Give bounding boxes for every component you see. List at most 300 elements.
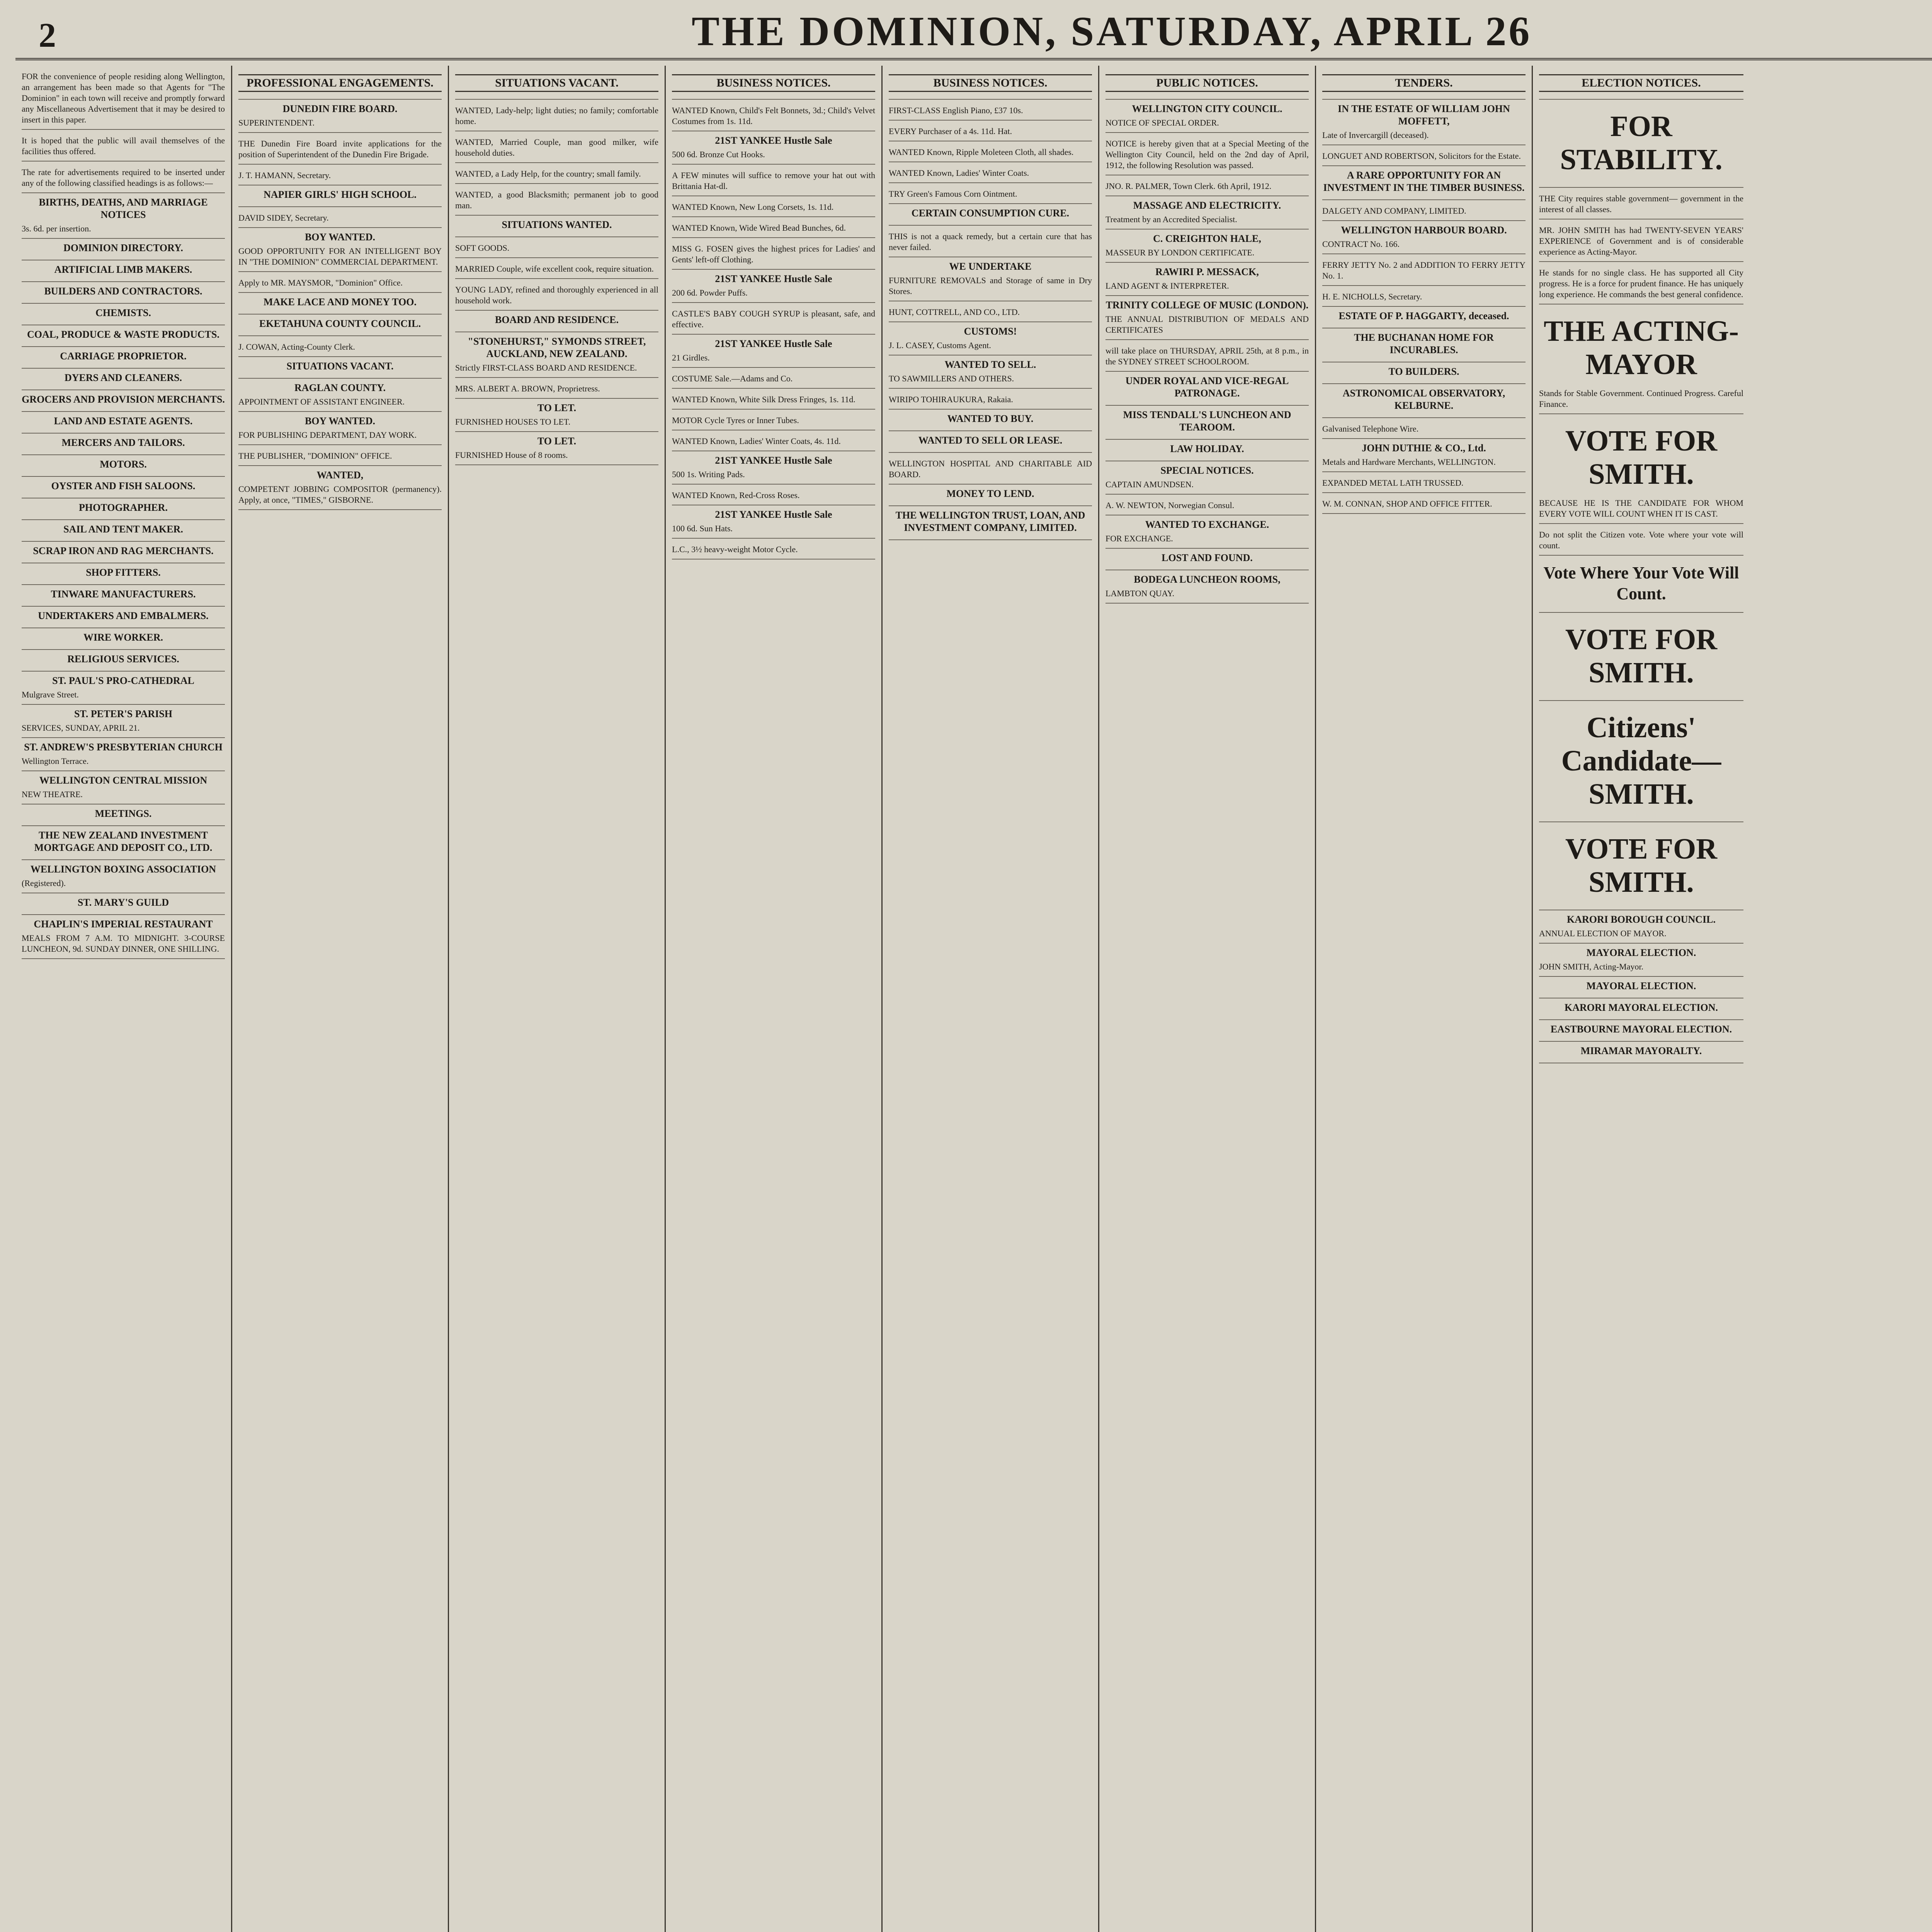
ad-text: Wellington Terrace. — [22, 756, 89, 766]
ad-heading: LOST AND FOUND. — [1162, 552, 1253, 563]
ad-heading: MERCERS AND TAILORS. — [61, 437, 185, 448]
advertisement — [22, 860, 225, 893]
advertisement — [1539, 822, 1743, 910]
advertisement — [22, 347, 225, 369]
advertisement — [1539, 613, 1743, 701]
ad-heading: NAPIER GIRLS' HIGH SCHOOL. — [264, 189, 417, 200]
ad-heading: 21ST YANKEE Hustle Sale — [715, 135, 832, 146]
ad-text: WANTED Known, New Long Corsets, 1s. 11d. — [672, 202, 834, 212]
advertisement — [672, 410, 875, 430]
advertisement — [22, 455, 225, 477]
advertisement — [22, 520, 225, 542]
advertisement — [672, 270, 875, 303]
advertisement — [1105, 406, 1309, 440]
ad-text: WANTED, Lady-help; light duties; no family; comfortable home. — [455, 105, 658, 126]
column-1 — [15, 66, 232, 1932]
ad-text: Mulgrave Street. — [22, 690, 79, 699]
advertisement — [1322, 200, 1526, 221]
ad-text: Stands for Stable Government. Continued Progress. Careful Finance. — [1539, 388, 1743, 409]
advertisement — [238, 165, 442, 185]
ad-text: WANTED, a good Blacksmith; permanent job to good man. — [455, 190, 658, 210]
ad-text: APPOINTMENT OF ASSISTANT ENGINEER. — [238, 397, 405, 406]
ad-text: He stands for no single class. He has supported all City progress. He is a force for prudent finance. He has uniquely long experience. He commands the best general confidence. — [1539, 268, 1743, 299]
ad-heading: WANTED TO BUY. — [947, 413, 1034, 424]
ad-text: MARRIED Couple, wife excellent cook, require situation. — [455, 264, 654, 274]
ad-heading: UNDERTAKERS AND EMBALMERS. — [38, 610, 209, 621]
advertisement — [1539, 998, 1743, 1020]
page-title: THE DOMINION, SATURDAY, APRIL 26 — [692, 9, 1532, 54]
ad-heading: RAGLAN COUNTY. — [294, 382, 386, 393]
advertisement — [238, 185, 442, 207]
advertisement — [1539, 977, 1743, 998]
ad-text: 200 6d. Powder Puffs. — [672, 288, 748, 298]
ad-heading: ST. PETER'S PARISH — [74, 708, 173, 719]
advertisement — [455, 311, 658, 332]
ad-text: FURNISHED House of 8 rooms. — [455, 450, 568, 460]
column-8 — [1533, 66, 1750, 1932]
advertisement — [22, 705, 225, 738]
ad-heading: GROCERS AND PROVISION MERCHANTS. — [22, 394, 225, 405]
advertisement — [1322, 66, 1526, 100]
ad-text: LONGUET AND ROBERTSON, Solicitors for the Estate. — [1322, 151, 1521, 161]
advertisement — [672, 335, 875, 368]
advertisement — [238, 100, 442, 133]
ad-heading: KARORI BOROUGH COUNCIL. — [1567, 914, 1716, 925]
ad-heading: SAIL AND TENT MAKER. — [63, 524, 183, 535]
advertisement — [1539, 910, 1743, 944]
advertisement — [238, 357, 442, 379]
ad-text: FURNITURE REMOVALS and Storage of same in Dry Stores. — [889, 276, 1092, 296]
advertisement — [672, 196, 875, 217]
advertisement — [1539, 1020, 1743, 1042]
advertisement — [889, 485, 1092, 506]
ad-heading: DOMINION DIRECTORY. — [63, 242, 183, 253]
advertisement — [672, 451, 875, 485]
ad-heading: TENDERS. — [1322, 74, 1526, 92]
ad-heading: THE WELLINGTON TRUST, LOAN, AND INVESTMENT COMPANY, LIMITED. — [895, 510, 1085, 533]
advertisement — [889, 226, 1092, 257]
ad-heading: SITUATIONS VACANT. — [455, 74, 658, 92]
ad-text: TRY Green's Famous Corn Ointment. — [889, 189, 1017, 199]
ad-text: L.C., 3½ heavy-weight Motor Cycle. — [672, 544, 798, 554]
advertisement — [1322, 221, 1526, 254]
advertisement — [672, 389, 875, 410]
ad-heading: WANTED TO SELL OR LEASE. — [918, 435, 1063, 446]
advertisement — [455, 332, 658, 378]
advertisement — [22, 162, 225, 193]
ad-text: 500 1s. Writing Pads. — [672, 469, 745, 479]
ad-heading: BUSINESS NOTICES. — [672, 74, 875, 92]
advertisement — [1105, 133, 1309, 175]
advertisement — [22, 498, 225, 520]
advertisement — [238, 228, 442, 272]
ad-heading: DYERS AND CLEANERS. — [64, 372, 182, 383]
ad-heading: MEETINGS. — [95, 808, 152, 819]
ad-text: Metals and Hardware Merchants, WELLINGTON. — [1322, 457, 1496, 467]
ad-text: FIRST-CLASS English Piano, £37 10s. — [889, 105, 1023, 115]
ad-heading: WANTED TO SELL. — [944, 359, 1036, 370]
advertisement — [22, 585, 225, 607]
advertisement — [889, 257, 1092, 301]
ad-text: Late of Invercargill (deceased). — [1322, 130, 1429, 140]
advertisement — [889, 322, 1092, 355]
ad-text: The rate for advertisements required to be inserted under any of the following classified headings is as follows:— — [22, 167, 225, 188]
advertisement — [672, 539, 875, 560]
ad-heading: A RARE OPPORTUNITY FOR AN INVESTMENT IN THE TIMBER BUSINESS. — [1323, 170, 1525, 193]
advertisement — [1539, 701, 1743, 822]
ad-text: WANTED, a Lady Help, for the country; small family. — [455, 169, 641, 179]
ad-heading: MISS TENDALL'S LUNCHEON AND TEAROOM. — [1123, 409, 1291, 433]
advertisement — [1322, 439, 1526, 472]
ad-text: SUPERINTENDENT. — [238, 118, 315, 128]
ad-text: WANTED Known, Ladies' Winter Coats. — [889, 168, 1029, 178]
advertisement — [889, 506, 1092, 540]
ad-heading: PHOTOGRAPHER. — [79, 502, 168, 513]
ad-heading: CUSTOMS! — [964, 326, 1017, 337]
ad-heading: WE UNDERTAKE — [949, 261, 1032, 272]
advertisement — [455, 399, 658, 432]
ad-heading: TINWARE MANUFACTURERS. — [51, 588, 196, 600]
ad-text: FURNISHED HOUSES TO LET. — [455, 417, 571, 427]
ad-heading: TO LET. — [537, 435, 577, 447]
advertisement — [889, 389, 1092, 410]
advertisement — [455, 237, 658, 258]
ad-text: LAND AGENT & INTERPRETER. — [1105, 281, 1229, 291]
ad-heading: RAWIRI P. MESSACK, — [1155, 266, 1259, 277]
advertisement — [22, 412, 225, 434]
ad-heading: UNDER ROYAL AND VICE-REGAL PATRONAGE. — [1125, 375, 1289, 399]
advertisement — [22, 563, 225, 585]
advertisement — [455, 66, 658, 100]
advertisement — [1322, 418, 1526, 439]
ad-heading: 21ST YANKEE Hustle Sale — [715, 273, 832, 284]
ad-text: NEW THEATRE. — [22, 789, 83, 799]
masthead — [15, 0, 1932, 60]
ad-heading: WANTED TO EXCHANGE. — [1145, 519, 1269, 530]
advertisement — [22, 826, 225, 860]
ad-text: Treatment by an Accredited Specialist. — [1105, 214, 1237, 224]
ad-heading: TO LET. — [537, 402, 577, 413]
ad-heading: WELLINGTON CITY COUNCIL. — [1132, 103, 1282, 114]
column-6 — [1099, 66, 1316, 1932]
ad-heading: VOTE FOR SMITH. — [1565, 623, 1718, 689]
advertisement — [22, 477, 225, 498]
ad-heading: COAL, PRODUCE & WASTE PRODUCTS. — [27, 329, 219, 340]
advertisement — [22, 628, 225, 650]
ad-text: THE ANNUAL DISTRIBUTION OF MEDALS AND CERTIFICATES — [1105, 314, 1309, 335]
ad-text: WIRIPO TOHIRAUKURA, Rakaia. — [889, 395, 1013, 404]
advertisement — [1105, 461, 1309, 495]
ad-text: 21 Girdles. — [672, 353, 710, 362]
ad-text: WELLINGTON HOSPITAL AND CHARITABLE AID BOARD. — [889, 459, 1092, 479]
ad-text: TO SAWMILLERS AND OTHERS. — [889, 374, 1014, 383]
ad-text: Galvanised Telephone Wire. — [1322, 424, 1419, 434]
ad-heading: TRINITY COLLEGE OF MUSIC (LONDON). — [1105, 299, 1309, 311]
ad-text: (Registered). — [22, 878, 66, 888]
advertisement — [672, 238, 875, 270]
ad-heading: BODEGA LUNCHEON ROOMS, — [1134, 574, 1281, 585]
ad-heading: BOY WANTED. — [304, 231, 376, 243]
ad-text: JNO. R. PALMER, Town Clerk. 6th April, 1912. — [1105, 181, 1272, 191]
ad-text: J. COWAN, Acting-County Clerk. — [238, 342, 355, 352]
ad-text: DALGETY AND COMPANY, LIMITED. — [1322, 206, 1466, 216]
ad-heading: MOTORS. — [100, 459, 147, 470]
ad-text: FOR PUBLISHING DEPARTMENT, DAY WORK. — [238, 430, 417, 440]
advertisement — [22, 66, 225, 130]
advertisement — [1322, 100, 1526, 145]
advertisement — [22, 738, 225, 771]
advertisement — [455, 163, 658, 184]
ad-heading: IN THE ESTATE OF WILLIAM JOHN MOFFETT, — [1338, 103, 1510, 127]
ad-heading: BIRTHS, DEATHS, AND MARRIAGE NOTICES — [39, 197, 208, 220]
advertisement — [889, 204, 1092, 226]
advertisement — [22, 325, 225, 347]
advertisement — [1322, 145, 1526, 166]
advertisement — [238, 445, 442, 466]
advertisement — [22, 672, 225, 705]
advertisement — [1539, 944, 1743, 977]
ad-text: H. E. NICHOLLS, Secretary. — [1322, 292, 1422, 301]
ad-heading: WANTED, — [316, 469, 364, 481]
ad-heading: MASSAGE AND ELECTRICITY. — [1133, 200, 1281, 211]
advertisement — [455, 279, 658, 311]
ad-heading: 21ST YANKEE Hustle Sale — [715, 338, 832, 349]
ad-text: THE City requires stable government— government in the interest of all classes. — [1539, 194, 1743, 214]
ad-text: YOUNG LADY, refined and thoroughly experienced in all household work. — [455, 285, 658, 305]
advertisement — [1322, 384, 1526, 418]
ad-heading: MONEY TO LEND. — [946, 488, 1034, 499]
advertisement — [1539, 188, 1743, 219]
ad-text: NOTICE is hereby given that at a Special Meeting of the Wellington City Council, held on the 2nd day of April, 1912, the following Resolution was passed. — [1105, 139, 1309, 170]
advertisement — [22, 130, 225, 162]
ad-heading: ESTATE OF P. HAGGARTY, deceased. — [1338, 310, 1509, 321]
ad-text: MASSEUR BY LONDON CERTIFICATE. — [1105, 248, 1255, 257]
ad-heading: SCRAP IRON AND RAG MERCHANTS. — [33, 545, 214, 556]
advertisement — [1105, 515, 1309, 549]
ad-heading: THE NEW ZEALAND INVESTMENT MORTGAGE AND DEPOSIT CO., LTD. — [34, 830, 213, 853]
advertisement — [22, 390, 225, 412]
advertisement — [455, 131, 658, 163]
advertisement — [1105, 340, 1309, 372]
ad-heading: PUBLIC NOTICES. — [1105, 74, 1309, 92]
ad-heading: CHAPLIN'S IMPERIAL RESTAURANT — [34, 918, 213, 930]
ad-text: SERVICES, SUNDAY, APRIL 21. — [22, 723, 140, 733]
advertisement — [238, 315, 442, 336]
ad-text: WANTED Known, Ladies' Winter Coats, 4s. 11d. — [672, 436, 841, 446]
advertisement — [672, 430, 875, 451]
ad-heading: Vote Where Your Vote Will Count. — [1543, 563, 1739, 603]
ad-heading: Citizens' Candidate— SMITH. — [1561, 711, 1721, 810]
ad-heading: BOY WANTED. — [304, 415, 376, 427]
advertisement — [22, 434, 225, 455]
advertisement — [1539, 66, 1743, 100]
ad-heading: OYSTER AND FISH SALOONS. — [51, 480, 196, 492]
advertisement — [889, 410, 1092, 431]
ad-text: COSTUME Sale.—Adams and Co. — [672, 374, 793, 383]
ad-heading: MAYORAL ELECTION. — [1586, 947, 1696, 958]
advertisement — [1105, 296, 1309, 340]
advertisement — [22, 607, 225, 628]
ad-text: SOFT GOODS. — [455, 243, 510, 253]
advertisement — [238, 207, 442, 228]
ad-text: MRS. ALBERT A. BROWN, Proprietress. — [455, 384, 600, 393]
ad-text: W. M. CONNAN, SHOP AND OFFICE FITTER. — [1322, 499, 1492, 509]
advertisement — [889, 121, 1092, 141]
ad-heading: BOARD AND RESIDENCE. — [495, 314, 619, 325]
ad-heading: THE BUCHANAN HOME FOR INCURABLES. — [1354, 332, 1494, 355]
advertisement — [1539, 524, 1743, 556]
ad-text: CAPTAIN AMUNDSEN. — [1105, 480, 1194, 489]
advertisement — [889, 453, 1092, 485]
ad-text: DAVID SIDEY, Secretary. — [238, 213, 329, 223]
advertisement — [1322, 254, 1526, 286]
ad-heading: C. CREIGHTON HALE, — [1153, 233, 1261, 244]
advertisement — [22, 650, 225, 672]
advertisement — [1322, 286, 1526, 307]
advertisement — [1539, 1042, 1743, 1063]
advertisement — [238, 412, 442, 445]
ad-text: CONTRACT No. 166. — [1322, 239, 1400, 249]
ad-text: ANNUAL ELECTION OF MAYOR. — [1539, 929, 1667, 938]
ad-text: It is hoped that the public will avail themselves of the facilities thus offered. — [22, 136, 225, 156]
advertisement — [22, 915, 225, 959]
ad-heading: VOTE FOR SMITH. — [1565, 425, 1718, 490]
column-5 — [883, 66, 1099, 1932]
advertisement — [1105, 495, 1309, 515]
advertisement — [1105, 66, 1309, 100]
advertisement — [455, 432, 658, 465]
page-number: 2 — [39, 16, 56, 54]
advertisement — [22, 193, 225, 239]
ad-heading: WELLINGTON BOXING ASSOCIATION — [30, 864, 216, 875]
ad-heading: 21ST YANKEE Hustle Sale — [715, 509, 832, 520]
advertisement — [1322, 328, 1526, 362]
advertisement — [1322, 472, 1526, 493]
advertisement — [1539, 100, 1743, 188]
advertisement — [238, 466, 442, 510]
ad-heading: THE ACTING-MAYOR — [1544, 315, 1739, 381]
advertisement — [22, 542, 225, 563]
advertisement — [1539, 556, 1743, 613]
advertisement — [889, 183, 1092, 204]
ad-text: A. W. NEWTON, Norwegian Consul. — [1105, 500, 1235, 510]
advertisement — [672, 485, 875, 505]
advertisement — [22, 369, 225, 390]
advertisement — [889, 100, 1092, 121]
advertisement — [889, 162, 1092, 183]
ad-text: JOHN SMITH, Acting-Mayor. — [1539, 962, 1644, 971]
advertisement — [238, 133, 442, 165]
ad-heading: ST. ANDREW'S PRESBYTERIAN CHURCH — [24, 742, 223, 753]
ad-heading: EASTBOURNE MAYORAL ELECTION. — [1550, 1024, 1732, 1035]
ad-text: Do not split the Citizen vote. Vote where your vote will count. — [1539, 530, 1743, 550]
advertisement — [22, 282, 225, 304]
advertisement — [1105, 549, 1309, 570]
ad-heading: JOHN DUTHIE & CO., Ltd. — [1362, 442, 1486, 454]
ad-text: WANTED, Married Couple, man good milker, wife household duties. — [455, 137, 658, 158]
ad-heading: ASTRONOMICAL OBSERVATORY, KELBURNE. — [1342, 388, 1505, 411]
ad-text: J. T. HAMANN, Secretary. — [238, 170, 331, 180]
advertisement — [455, 184, 658, 216]
ad-heading: LAW HOLIDAY. — [1170, 443, 1244, 454]
ad-heading: SITUATIONS WANTED. — [502, 219, 612, 230]
ad-text: COMPETENT JOBBING COMPOSITOR (permanency). Apply, at once, "TIMES," GISBORNE. — [238, 484, 442, 505]
ad-text: 100 6d. Sun Hats. — [672, 524, 733, 533]
ad-text: EVERY Purchaser of a 4s. 11d. Hat. — [889, 126, 1012, 136]
advertisement — [1105, 372, 1309, 406]
ad-text: 3s. 6d. per insertion. — [22, 224, 91, 233]
ad-heading: VOTE FOR SMITH. — [1565, 833, 1718, 898]
ad-text: MR. JOHN SMITH has had TWENTY-SEVEN YEARS' EXPERIENCE of Government and is of considerable experience as Acting-Mayor. — [1539, 225, 1743, 257]
ad-text: WANTED Known, Wide Wired Bead Bunches, 6d. — [672, 223, 846, 233]
advertisement — [672, 131, 875, 165]
advertisement — [22, 804, 225, 826]
ad-text: LAMBTON QUAY. — [1105, 588, 1175, 598]
advertisement — [22, 771, 225, 804]
advertisement — [1105, 440, 1309, 461]
ad-heading: BUILDERS AND CONTRACTORS. — [44, 286, 202, 297]
ad-heading: WELLINGTON CENTRAL MISSION — [39, 775, 207, 786]
advertisement — [889, 355, 1092, 389]
advertisement — [1539, 219, 1743, 262]
advertisement — [22, 239, 225, 260]
advertisement — [889, 66, 1092, 100]
ad-heading: MIRAMAR MAYORALTY. — [1580, 1045, 1702, 1056]
ad-heading: MAKE LACE AND MONEY TOO. — [263, 296, 417, 308]
ad-text: MISS G. FOSEN gives the highest prices for Ladies' and Gents' left-off Clothing. — [672, 244, 875, 264]
ad-heading: ARTIFICIAL LIMB MAKERS. — [54, 264, 192, 275]
ad-text: HUNT, COTTRELL, AND CO., LTD. — [889, 307, 1020, 317]
ad-heading: RELIGIOUS SERVICES. — [67, 653, 179, 665]
ad-heading: FOR STABILITY. — [1560, 110, 1723, 176]
ad-heading: ST. MARY'S GUILD — [77, 897, 169, 908]
ad-text: 500 6d. Bronze Cut Hooks. — [672, 150, 765, 159]
advertisement — [1105, 100, 1309, 133]
ad-heading: ELECTION NOTICES. — [1539, 74, 1743, 92]
ad-heading: ST. PAUL'S PRO-CATHEDRAL — [52, 675, 194, 686]
ad-heading: EKETAHUNA COUNTY COUNCIL. — [259, 318, 421, 329]
ad-heading: KARORI MAYORAL ELECTION. — [1564, 1002, 1718, 1013]
advertisement — [672, 100, 875, 131]
ad-text: MOTOR Cycle Tyres or Inner Tubes. — [672, 415, 799, 425]
advertisement — [238, 336, 442, 357]
advertisement — [1322, 493, 1526, 514]
ad-heading: CARRIAGE PROPRIETOR. — [60, 350, 187, 362]
advertisement — [22, 893, 225, 915]
ad-text: FERRY JETTY No. 2 and ADDITION TO FERRY JETTY No. 1. — [1322, 260, 1526, 281]
advertisement — [672, 505, 875, 539]
ad-heading: DUNEDIN FIRE BOARD. — [282, 103, 398, 114]
ad-heading: "STONEHURST," SYMONDS STREET, AUCKLAND, NEW ZEALAND. — [468, 336, 646, 359]
advertisement — [1105, 196, 1309, 230]
advertisement — [455, 258, 658, 279]
column-4 — [666, 66, 883, 1932]
advertisement — [672, 217, 875, 238]
ad-text: Strictly FIRST-CLASS BOARD AND RESIDENCE. — [455, 363, 637, 372]
advertisement — [1105, 263, 1309, 296]
ad-text: NOTICE OF SPECIAL ORDER. — [1105, 118, 1219, 128]
advertisement — [672, 303, 875, 335]
ad-text: MEALS FROM 7 A.M. TO MIDNIGHT. 3-COURSE LUNCHEON, 9d. SUNDAY DINNER, ONE SHILLING. — [22, 933, 225, 954]
ad-text: FOR the convenience of people residing along Wellington, an arrangement has been made so that Agents for "The Dominion" in each town will receive and promptly forward any Miscellaneous Advertisement that it may be desired to insert in this paper. — [22, 71, 225, 124]
ad-heading: MAYORAL ELECTION. — [1586, 980, 1696, 992]
ad-heading: TO BUILDERS. — [1388, 366, 1459, 377]
ad-heading: SHOP FITTERS. — [86, 567, 161, 578]
ad-text: THE Dunedin Fire Board invite applications for the position of Superintendent of the Dunedin Fire Brigade. — [238, 139, 442, 159]
columns — [15, 66, 1932, 1932]
ad-text: WANTED Known, Red-Cross Roses. — [672, 490, 800, 500]
advertisement — [22, 260, 225, 282]
